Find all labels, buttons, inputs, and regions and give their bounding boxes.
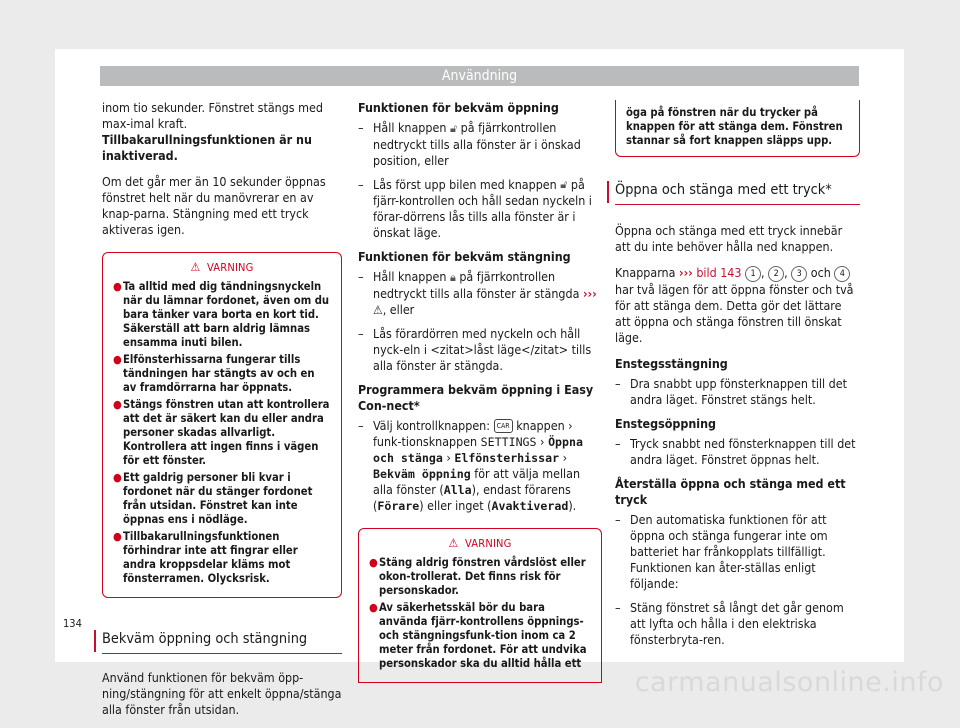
subheading: Enstegsöppning bbox=[615, 415, 716, 431]
paragraph: Om det går mer än 10 sekunder öppnas fönstret helt när du manövrerar en av knap-parna. Stängning med ett tryck aktiveras igen. bbox=[102, 174, 326, 237]
callout-number: 1 bbox=[745, 266, 761, 282]
subheading: Funktionen för bekväm stängning bbox=[358, 249, 571, 264]
warning-icon: ⚠ bbox=[190, 260, 201, 274]
list-item: – Håll knappen 🔓︎ på fjärrkontrollen nedtryckt tills alla fönster är i önskad position, eller bbox=[358, 120, 602, 169]
warning-item: ● Stängs fönstren utan att kontrollera att det är säkert kan du eller andra personer skadas allvarligt. Kontrollera att ingen finns i vägen för ett fönster. bbox=[113, 398, 330, 467]
warning-title: ⚠ VARNING bbox=[448, 535, 512, 550]
list-item: – Lås förardörren med nyckeln och håll nyck-eln i <zitat>låst läge</zitat> tills alla fönster är stängda. bbox=[358, 326, 602, 374]
column-2 bbox=[358, 100, 602, 693]
warning-title: ⚠ VARNING bbox=[190, 260, 254, 274]
car-button-icon: CAR bbox=[494, 419, 513, 433]
subheading: Enstegsstängning bbox=[615, 355, 728, 371]
reference-arrow-icon: ››› bbox=[679, 265, 693, 280]
warning-item: ● Av säkerhetsskäl bör du bara använda fjärr-kontrollens öppnings- och stängningsfunk-tion inom ca 2 meter från fordonet. För att undvika personskador ska du alltid hålla ett bbox=[369, 600, 587, 670]
watermark-logo: carmanualsonline.info bbox=[634, 667, 944, 698]
paragraph: Knapparna ››› bild 143 1 , 2 , 3 och 4 har två lägen för att öppna fönster och två för att stänga dem. Detta gör det lättare att öppna och stänga fönstren till önskat läge. bbox=[615, 265, 854, 345]
warning-box bbox=[358, 528, 602, 683]
page-number: 134 bbox=[63, 617, 82, 630]
warning-item: ● Tillbakarullningsfunktionen förhindrar inte att fingrar eller andra kroppsdelar kläms mot fönsterramen. Olycksrisk. bbox=[113, 530, 298, 585]
callout-number: 3 bbox=[791, 266, 807, 282]
list-item: – Stäng fönstret så långt det går genom att lyfta och hålla i den elektriska fönsterbryta-ren. bbox=[615, 600, 860, 648]
lock-key-icon: 🔒︎ bbox=[449, 270, 456, 284]
subheading: Funktionen för bekväm öppning bbox=[358, 100, 559, 115]
page-header: Användning bbox=[100, 66, 859, 86]
column-3 bbox=[615, 100, 860, 656]
paragraph: Använd funktionen för bekväm öpp-ning/stängning för att enkelt öppna/stänga alla fönster från utsidan. bbox=[102, 670, 342, 717]
list-item: – Välj kontrollknappen: CAR knappen › funk-tionsknappen SETTINGS › Öppna och stänga › Elfönsterhissar › Bekväm öppning för att välja mellan alla fönster (Alla), endast förarens (Förare) eller inget (Avaktiverad). bbox=[358, 418, 602, 514]
warning-continuation: öga på fönstren när du trycker på knappen för att stänga dem. Fönstren stannar så fort knappen släpps upp. bbox=[615, 100, 860, 157]
unlock-key-icon: 🔓︎ bbox=[449, 121, 458, 135]
list-item: – Den automatiska funktionen för att öppna och stänga fungerar inte om batteriet har frånkopplats tillfälligt. Funktionen kan åter-ställas enligt följande: bbox=[615, 512, 860, 592]
section-heading: Öppna och stänga med ett tryck* bbox=[615, 181, 860, 205]
callout-number: 2 bbox=[768, 266, 784, 282]
unlock-key-icon: 🔓︎ bbox=[560, 178, 568, 191]
reference-arrow-icon: ››› bbox=[582, 285, 597, 301]
warning-icon: ⚠ bbox=[373, 302, 383, 317]
section-heading: Bekväm öppning och stängning bbox=[102, 630, 342, 654]
callout-number: 4 bbox=[834, 266, 850, 282]
subheading: Programmera bekväm öppning i Easy Con-nect* bbox=[358, 381, 594, 413]
column-1 bbox=[102, 100, 342, 728]
warning-item: ● Ett galdrig personer bli kvar i fordonet när du stänger fordonet från utsidan. Fönstret kan inte öppnas ens i nödläge. bbox=[113, 471, 313, 526]
list-item: – Lås först upp bilen med knappen 🔓︎ på fjärr-kontrollen och håll sedan nyckeln i förar-dörrens lås tills alla fönster är i önskat läge. bbox=[358, 177, 602, 242]
paragraph: Öppna och stänga med ett tryck innebär att du inte behöver hålla ned knappen. bbox=[615, 223, 843, 254]
warning-item: ● Stäng aldrig fönstren vårdslöst eller okon-trollerat. Det finns risk för personskador. bbox=[369, 555, 586, 597]
warning-box bbox=[102, 252, 342, 598]
warning-item: ● Ta alltid med dig tändningsnyckeln när du lämnar fordonet, även om du bara tänker vara borta en kort tid. Säkerställ att barn aldrig lämnas ensamma inuti bilen. bbox=[113, 280, 330, 349]
list-item: – Tryck snabbt ned fönsterknappen till det andra läget. Fönstret öppnas helt. bbox=[615, 436, 860, 468]
warning-item: ● Elfönsterhissarna fungerar tills tändningen har stängts av och en av framdörrarna har öppnats. bbox=[113, 353, 315, 394]
list-item: – Dra snabbt upp fönsterknappen till det andra läget. Fönstret stängs helt. bbox=[615, 376, 860, 408]
warning-icon: ⚠ bbox=[448, 535, 459, 550]
list-item: – Håll knappen 🔒︎ på fjärrkontrollen nedtryckt tills alla fönster är stängda ››› ⚠, eller bbox=[358, 269, 602, 318]
subheading: Återställa öppna och stänga med ett tryck bbox=[615, 475, 846, 507]
figure-reference-link[interactable]: bild 143 bbox=[696, 265, 742, 280]
paragraph: inom tio sekunder. Fönstret stängs med max-imal kraft. Tillbakarullningsfunktionen är nu inaktiverad. bbox=[102, 100, 323, 163]
